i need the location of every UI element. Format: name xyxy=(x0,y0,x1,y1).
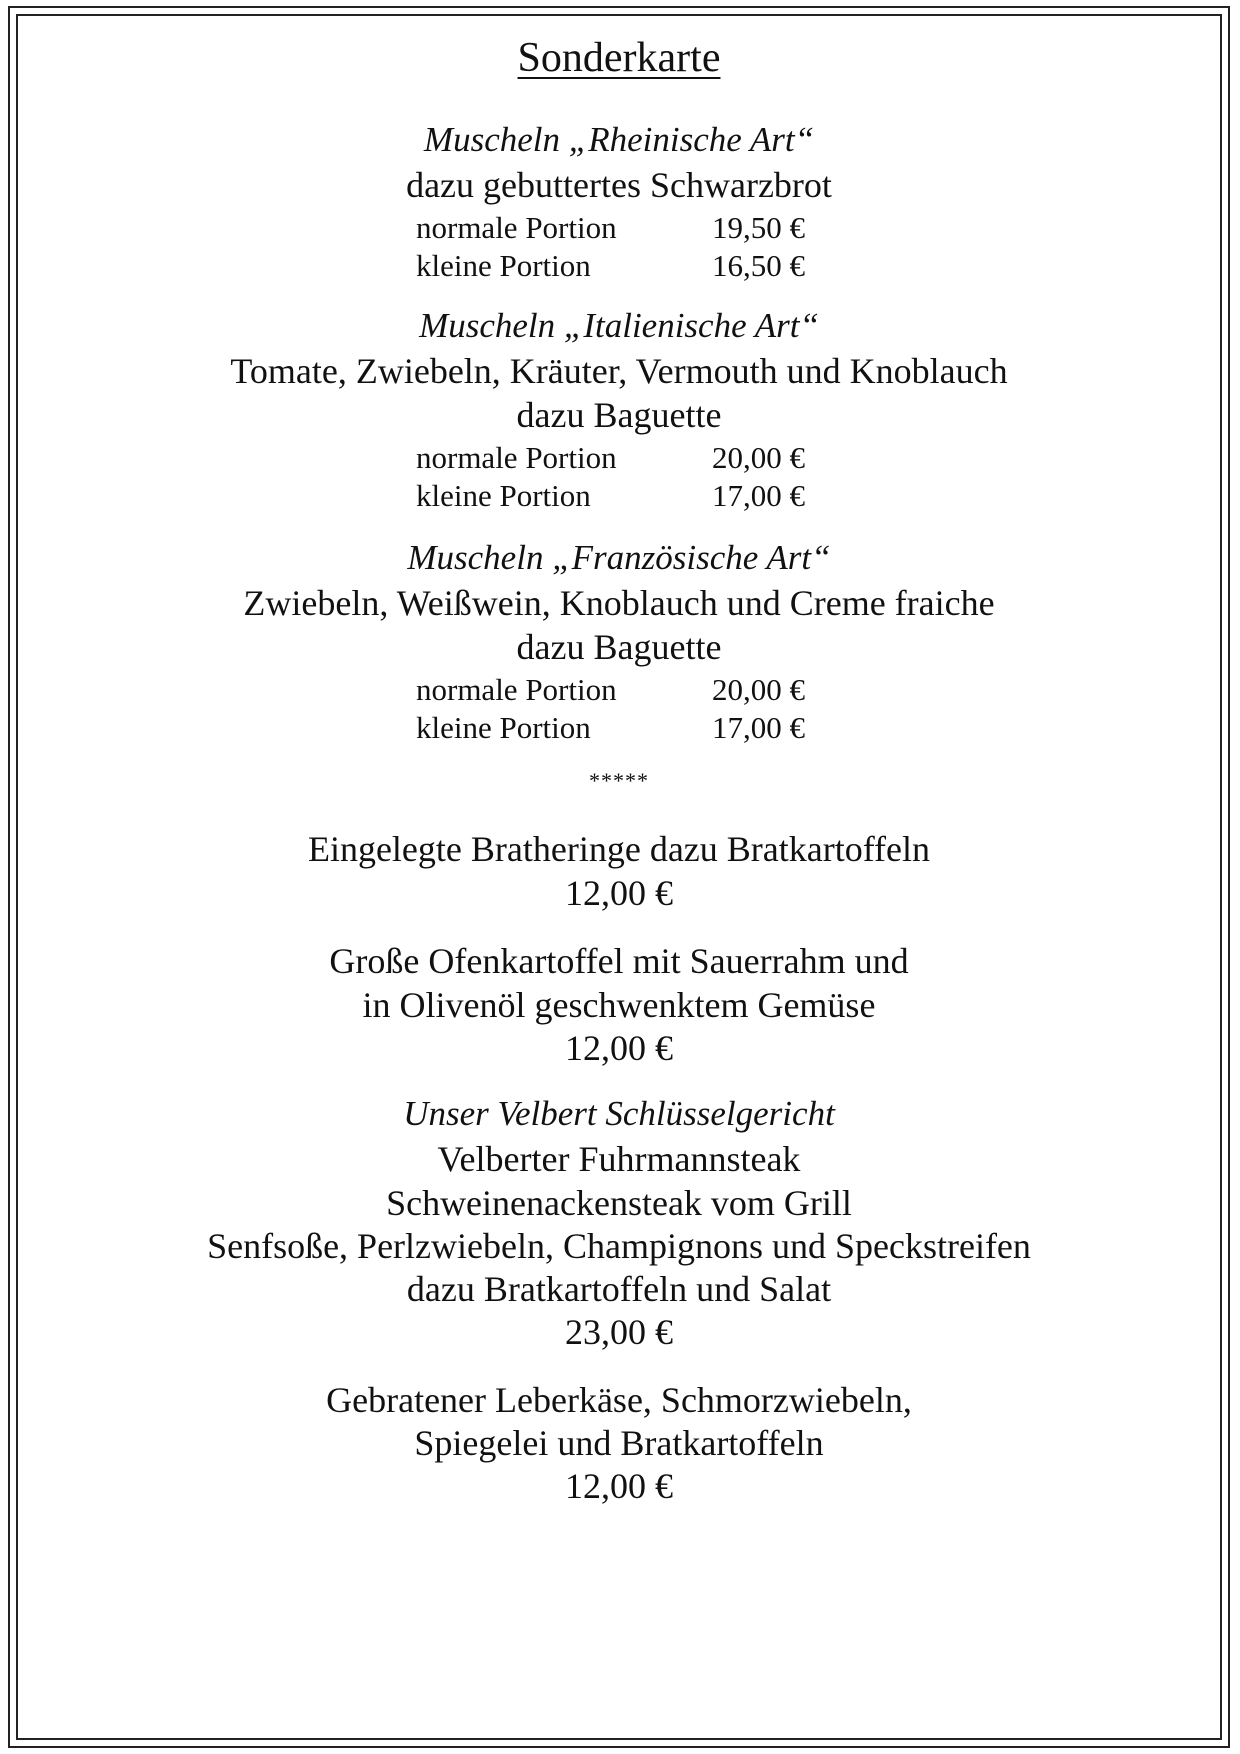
dish-price: 12,00 € xyxy=(565,873,673,913)
portion-label: kleine Portion xyxy=(416,478,591,513)
dish-description: Spiegelei und Bratkartoffeln xyxy=(414,1423,824,1463)
portion-label: kleine Portion xyxy=(416,248,591,283)
dish-description: in Olivenöl geschwenktem Gemüse xyxy=(362,985,876,1025)
dish-price: 23,00 € xyxy=(565,1312,673,1352)
portion-label: normale Portion xyxy=(416,672,617,707)
portion-row xyxy=(16,478,1222,514)
dish-price: 12,00 € xyxy=(565,1028,673,1068)
dish-description: Schweinenackensteak vom Grill xyxy=(386,1183,852,1223)
dish-name-mussels-french: Muscheln „Französische Art“ xyxy=(407,538,831,577)
portion-label: normale Portion xyxy=(416,440,617,475)
dish-name-baked-potato: Große Ofenkartoffel mit Sauerrahm und xyxy=(329,941,909,981)
portion-row xyxy=(16,210,1222,246)
dish-side: dazu Baguette xyxy=(516,627,722,667)
dish-name-specialty: Velberter Fuhrmannsteak xyxy=(437,1139,801,1179)
portion-row xyxy=(16,672,1222,708)
portion-price: 17,00 € xyxy=(712,478,805,513)
menu-title: Sonderkarte xyxy=(517,35,721,81)
portion-price: 19,50 € xyxy=(712,210,805,245)
portion-price: 17,00 € xyxy=(712,710,805,745)
dish-name-mussels-rhenish: Muscheln „Rheinische Art“ xyxy=(423,120,815,159)
dish-name-mussels-italian: Muscheln „Italienische Art“ xyxy=(419,306,819,345)
dish-price: 12,00 € xyxy=(565,1466,673,1506)
portion-row xyxy=(16,440,1222,476)
section-separator: ***** xyxy=(589,768,649,793)
portion-row xyxy=(16,710,1222,746)
dish-name-herring: Eingelegte Bratheringe dazu Bratkartoffeln xyxy=(307,829,931,869)
dish-name-leberkaese: Gebratener Leberkäse, Schmorzwiebeln, xyxy=(326,1380,912,1420)
dish-side: dazu Baguette xyxy=(516,395,722,435)
dish-side: dazu Bratkartoffeln und Salat xyxy=(406,1269,832,1309)
portion-price: 16,50 € xyxy=(712,248,805,283)
dish-side: dazu gebuttertes Schwarzbrot xyxy=(406,165,832,205)
portion-price: 20,00 € xyxy=(712,440,805,475)
specialty-heading: Unser Velbert Schlüsselgericht xyxy=(403,1094,835,1133)
portion-price: 20,00 € xyxy=(712,672,805,707)
portion-label: kleine Portion xyxy=(416,710,591,745)
menu-page xyxy=(16,14,1222,1740)
portion-label: normale Portion xyxy=(416,210,617,245)
dish-description: Tomate, Zwiebeln, Kräuter, Vermouth und Knoblauch xyxy=(230,351,1008,391)
dish-description: Senfsoße, Perlzwiebeln, Champignons und Speckstreifen xyxy=(207,1226,1031,1266)
dish-description: Zwiebeln, Weißwein, Knoblauch und Creme fraiche xyxy=(243,583,995,623)
portion-row xyxy=(16,248,1222,284)
